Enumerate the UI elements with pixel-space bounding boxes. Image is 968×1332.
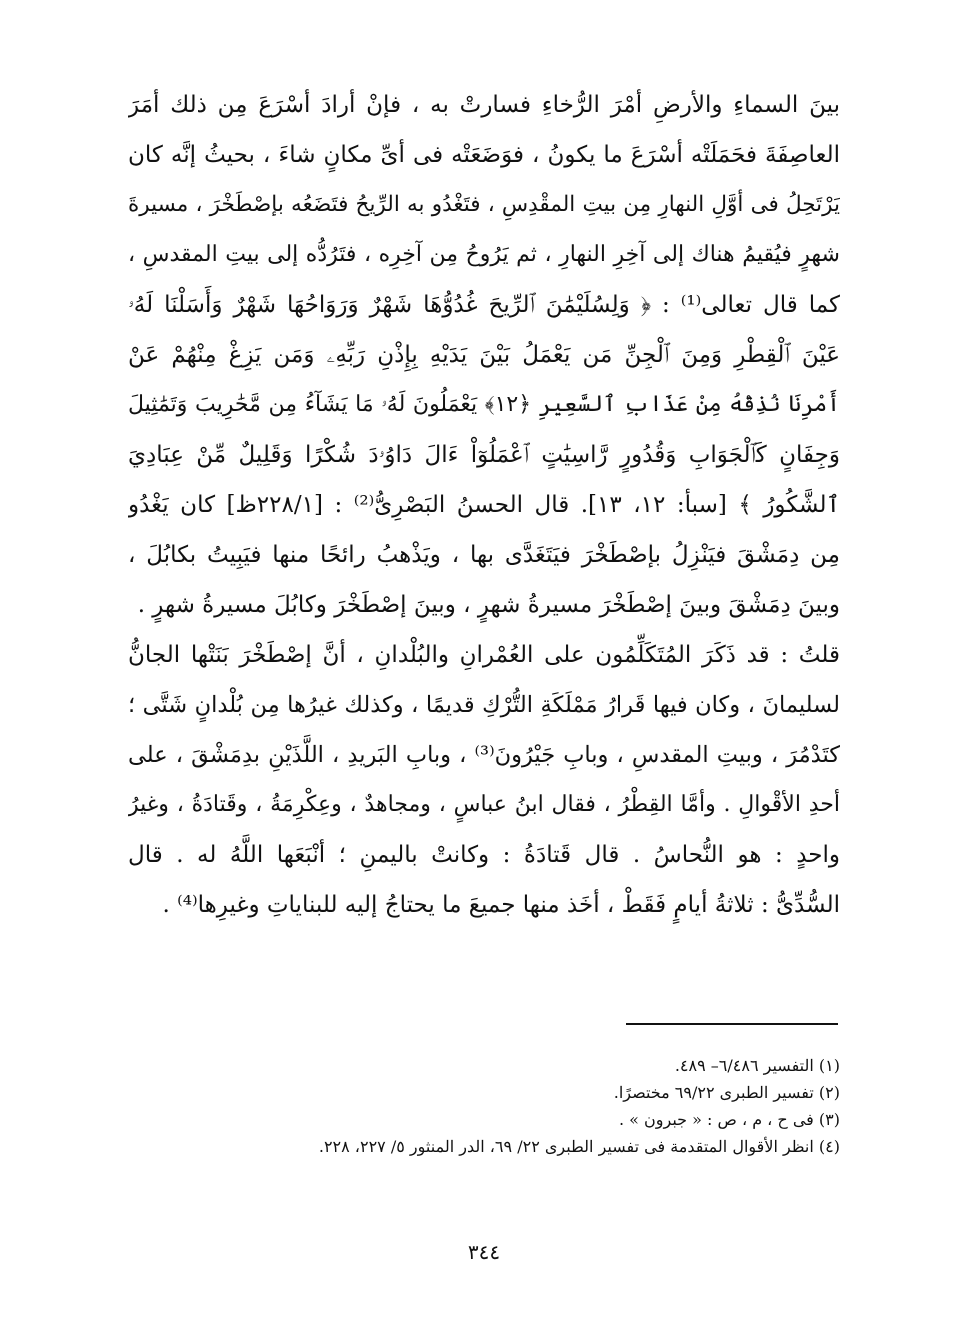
footnote-item: (٣) فى ح ، م ، ص : « جبرون » .: [619, 1110, 840, 1129]
text-line: أحدِ الأقْوالِ . وأمَّا القِطْرُ ، فقال ابنُ عباسٍ ، ومجاهدٌ ، وعِكْرِمَةُ ، وقَتادَةُ ، وغيرُ: [128, 792, 840, 817]
text-line: مِن دِمَشْقَ فيَنْزِلُ بإصْطَخْرَ فيَتَغَدَّى بها ، ويَذْهبُ رائحًا منها فيَبِيتُ بكابُلَ ،: [128, 542, 840, 568]
text-line: قلتُ : قد ذَكَرَ المُتَكَلِّمُون على العُمْرانِ والبُلْدانِ ، أنَّ إصْطَخْرَ بَنَتْها الجانُّ: [128, 642, 840, 668]
text-line: واحدٍ : هو النُّحاسُ . قال قَتادَةُ : وكانتْ باليمنِ ؛ أنْبَعَها اللَّهُ له . قال: [128, 842, 840, 868]
quran-verse-line: كما قال تعالى⁽¹⁾ : ﴿ وَلِسُلَيْمَٰنَ ٱلرِّيحَ غُدُوُّهَا شَهْرٌ وَرَوَاحُهَا شَهْرٌ وَأَسَلْنَا لَهُۥ: [128, 292, 840, 318]
text-line: ٱلشَّكُورُ ﴾ [سبأ: ١٢، ١٣]. قال الحسنُ البَصْرِىُّ⁽²⁾ : [٢٢٨/١ظ] كان يَغْدُو: [128, 492, 840, 518]
text-line: وبينَ دِمَشْقَ وبينَ إصْطَخْرَ مسيرةُ شهرٍ ، وبينَ إصْطَخْرَ وكابُلَ مسيرةُ شهرٍ .: [137, 592, 840, 618]
text-line: بينَ السماءِ والأرضِ أمْرَ الرُّخاءِ فسارتْ به ، فإنْ أرادَ أسْرَعَ مِن ذلك أمَرَ: [128, 92, 840, 118]
footnote-item: (٢) تفسير الطبرى ٦٩/٢٢ مختصرًا.: [613, 1083, 840, 1102]
footnotes: [200, 1052, 840, 1160]
quran-verse-line: أَمْرِنَا نُذِقْهُ مِنْ عَذَابِ ٱلسَّعِيرِ ﴿١٢﴾ يَعْمَلُونَ لَهُۥ مَا يَشَآءُ مِن مَّحَٰرِيبَ وَتَمَٰثِيلَ: [128, 392, 840, 417]
text-line: كتَدْمُرَ ، وبيتِ المقدسِ ، وبابِ جَيْرُونَ⁽³⁾ ، وبابِ البَريدِ ، اللَّذَيْنِ بدِمَشْقَ ، على: [128, 742, 840, 768]
text-line: شهرٍ فيُقيمُ هناك إلى آخِرِ النهارِ ، ثم يَرُوحُ مِن آخِرِه ، فتَرُدُّه إلى بيتِ المقدسِ ،: [128, 242, 840, 267]
text-line: لسليمانَ ، وكان فيها قَرارُ مَمْلَكَةِ التُّرْكِ قديمًا ، وكذلك غيرُها مِن بُلْدانٍ شَتَّى ؛: [128, 692, 840, 718]
quran-verse-line: وَجِفَانٍ كَٱلْجَوَابِ وَقُدُورٍ رَّاسِيَٰتٍ ٱعْمَلُوٓاْ ءَالَ دَاوُۥدَ شُكْرًا وَقَلِيلٌ مِّنْ عِبَادِيَ: [128, 442, 840, 468]
footnote-item: (٤) انظر الأقوال المتقدمة فى تفسير الطبرى ٢٢/ ٦٩، الدر المنثور ٥/ ٢٢٧، ٢٢٨.: [318, 1137, 840, 1156]
footnote-item: (١) التفسير ٦/٤٨٦– ٤٨٩.: [674, 1056, 840, 1075]
main-text: [128, 80, 840, 930]
footnote-divider: [626, 1023, 838, 1025]
text-line: السُّدِّىُّ : ثلاثةُ أيامٍ فَقَطْ ، أخَذ منها جميعَ ما يحتاجُ إليه للبناياتِ وغيرِها⁽⁴⁾ .: [162, 892, 840, 918]
text-line: العاصِفَةَ فحَمَلَتْه أسْرَعَ ما يكونُ ، فوَضَعَتْه فى أىِّ مكانٍ شاءَ ، بحيثُ إنَّه كان: [128, 142, 840, 168]
page-number: ٣٤٤: [467, 1240, 501, 1264]
text-line: يَرْتَحِلُ فى أوَّلِ النهارِ مِن بيتِ المقْدِسِ ، فتَغْدُو به الرِّيحُ فتَضَعُه بإصْطَخْرَ ، مسيرةَ: [128, 192, 840, 217]
quran-verse-line: عَيْنَ ٱلْقِطْرِ وَمِنَ ٱلْجِنِّ مَن يَعْمَلُ بَيْنَ يَدَيْهِ بِإِذْنِ رَبِّهِۦ وَمَن يَزِغْ مِنْهُمْ عَنْ: [128, 342, 840, 368]
